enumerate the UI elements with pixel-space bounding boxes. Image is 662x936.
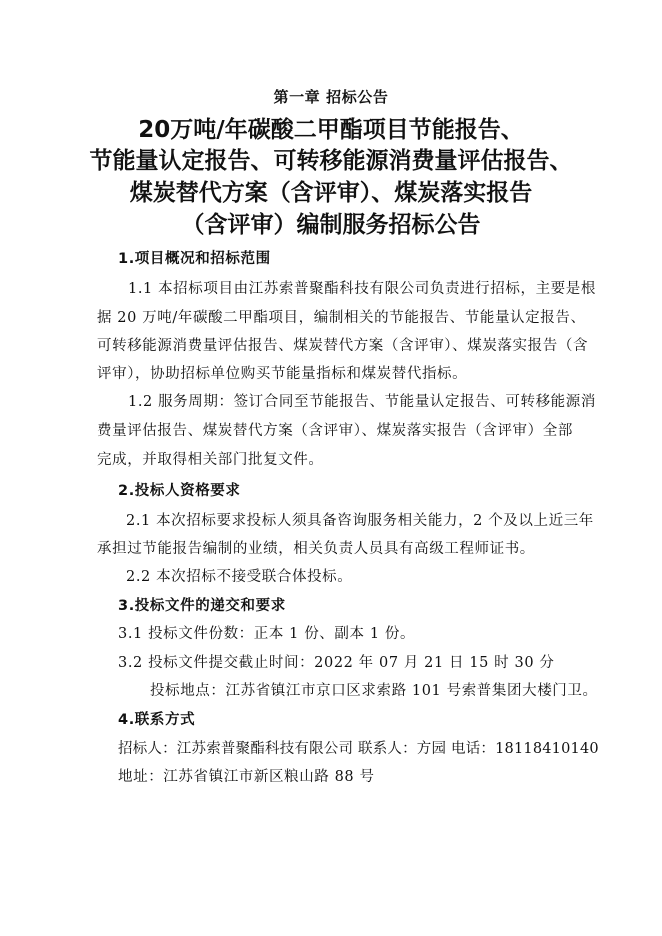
section-3-heading: 3.投标文件的递交和要求 [118, 598, 286, 614]
paragraph-line: 据 20 万吨/年碳酸二甲酯项目，编制相关的节能报告、节能量认定报告、 [97, 310, 586, 326]
paragraph-line: 1.2 服务周期：签订合同至节能报告、节能量认定报告、可转移能源消 [128, 394, 596, 410]
title-line-3: 煤炭替代方案（含评审）、煤炭落实报告 [129, 180, 533, 206]
paragraph-line: 3.1 投标文件份数：正本 1 份、副本 1 份。 [118, 626, 416, 642]
title-line-1: 20万吨/年碳酸二甲酯项目节能报告、 [138, 117, 524, 143]
paragraph-line: 投标地点：江苏省镇江市京口区求索路 101 号索普集团大楼门卫。 [150, 683, 598, 699]
title-line-4: （含评审）编制服务招标公告 [181, 212, 481, 238]
paragraph-line: 3.2 投标文件提交截止时间：2022 年 07 月 21 日 15 时 30 分 [118, 655, 555, 671]
paragraph-line: 承担过节能报告编制的业绩，相关负责人员具有高级工程师证书。 [97, 541, 535, 557]
section-2-heading: 2.投标人资格要求 [118, 483, 241, 499]
section-1-heading: 1.项目概况和招标范围 [118, 251, 271, 267]
section-4-heading: 4.联系方式 [118, 712, 196, 728]
title-line-2: 节能量认定报告、可转移能源消费量评估报告、 [89, 148, 573, 174]
contact-line: 招标人：江苏索普聚酯科技有限公司 联系人：方园 电话：18118410140 [118, 741, 599, 757]
paragraph-line: 费量评估报告、煤炭替代方案（含评审）、煤炭落实报告（含评审）全部 [97, 423, 573, 439]
paragraph-line: 完成，并取得相关部门批复文件。 [97, 452, 324, 468]
paragraph-line: 2.1 本次招标要求投标人须具备咨询服务相关能力，2 个及以上近三年 [126, 513, 594, 529]
address-line: 地址：江苏省镇江市新区粮山路 88 号 [118, 769, 375, 785]
paragraph-line: 2.2 本次招标不接受联合体投标。 [126, 569, 353, 585]
paragraph-line: 可转移能源消费量评估报告、煤炭替代方案（含评审）、煤炭落实报告（含 [97, 338, 589, 354]
paragraph-line: 评审），协助招标单位购买节能量指标和煤炭替代指标。 [97, 366, 468, 382]
paragraph-line: 1.1 本招标项目由江苏索普聚酯科技有限公司负责进行招标，主要是根 [128, 281, 596, 297]
chapter-heading: 第一章 招标公告 [273, 88, 389, 106]
